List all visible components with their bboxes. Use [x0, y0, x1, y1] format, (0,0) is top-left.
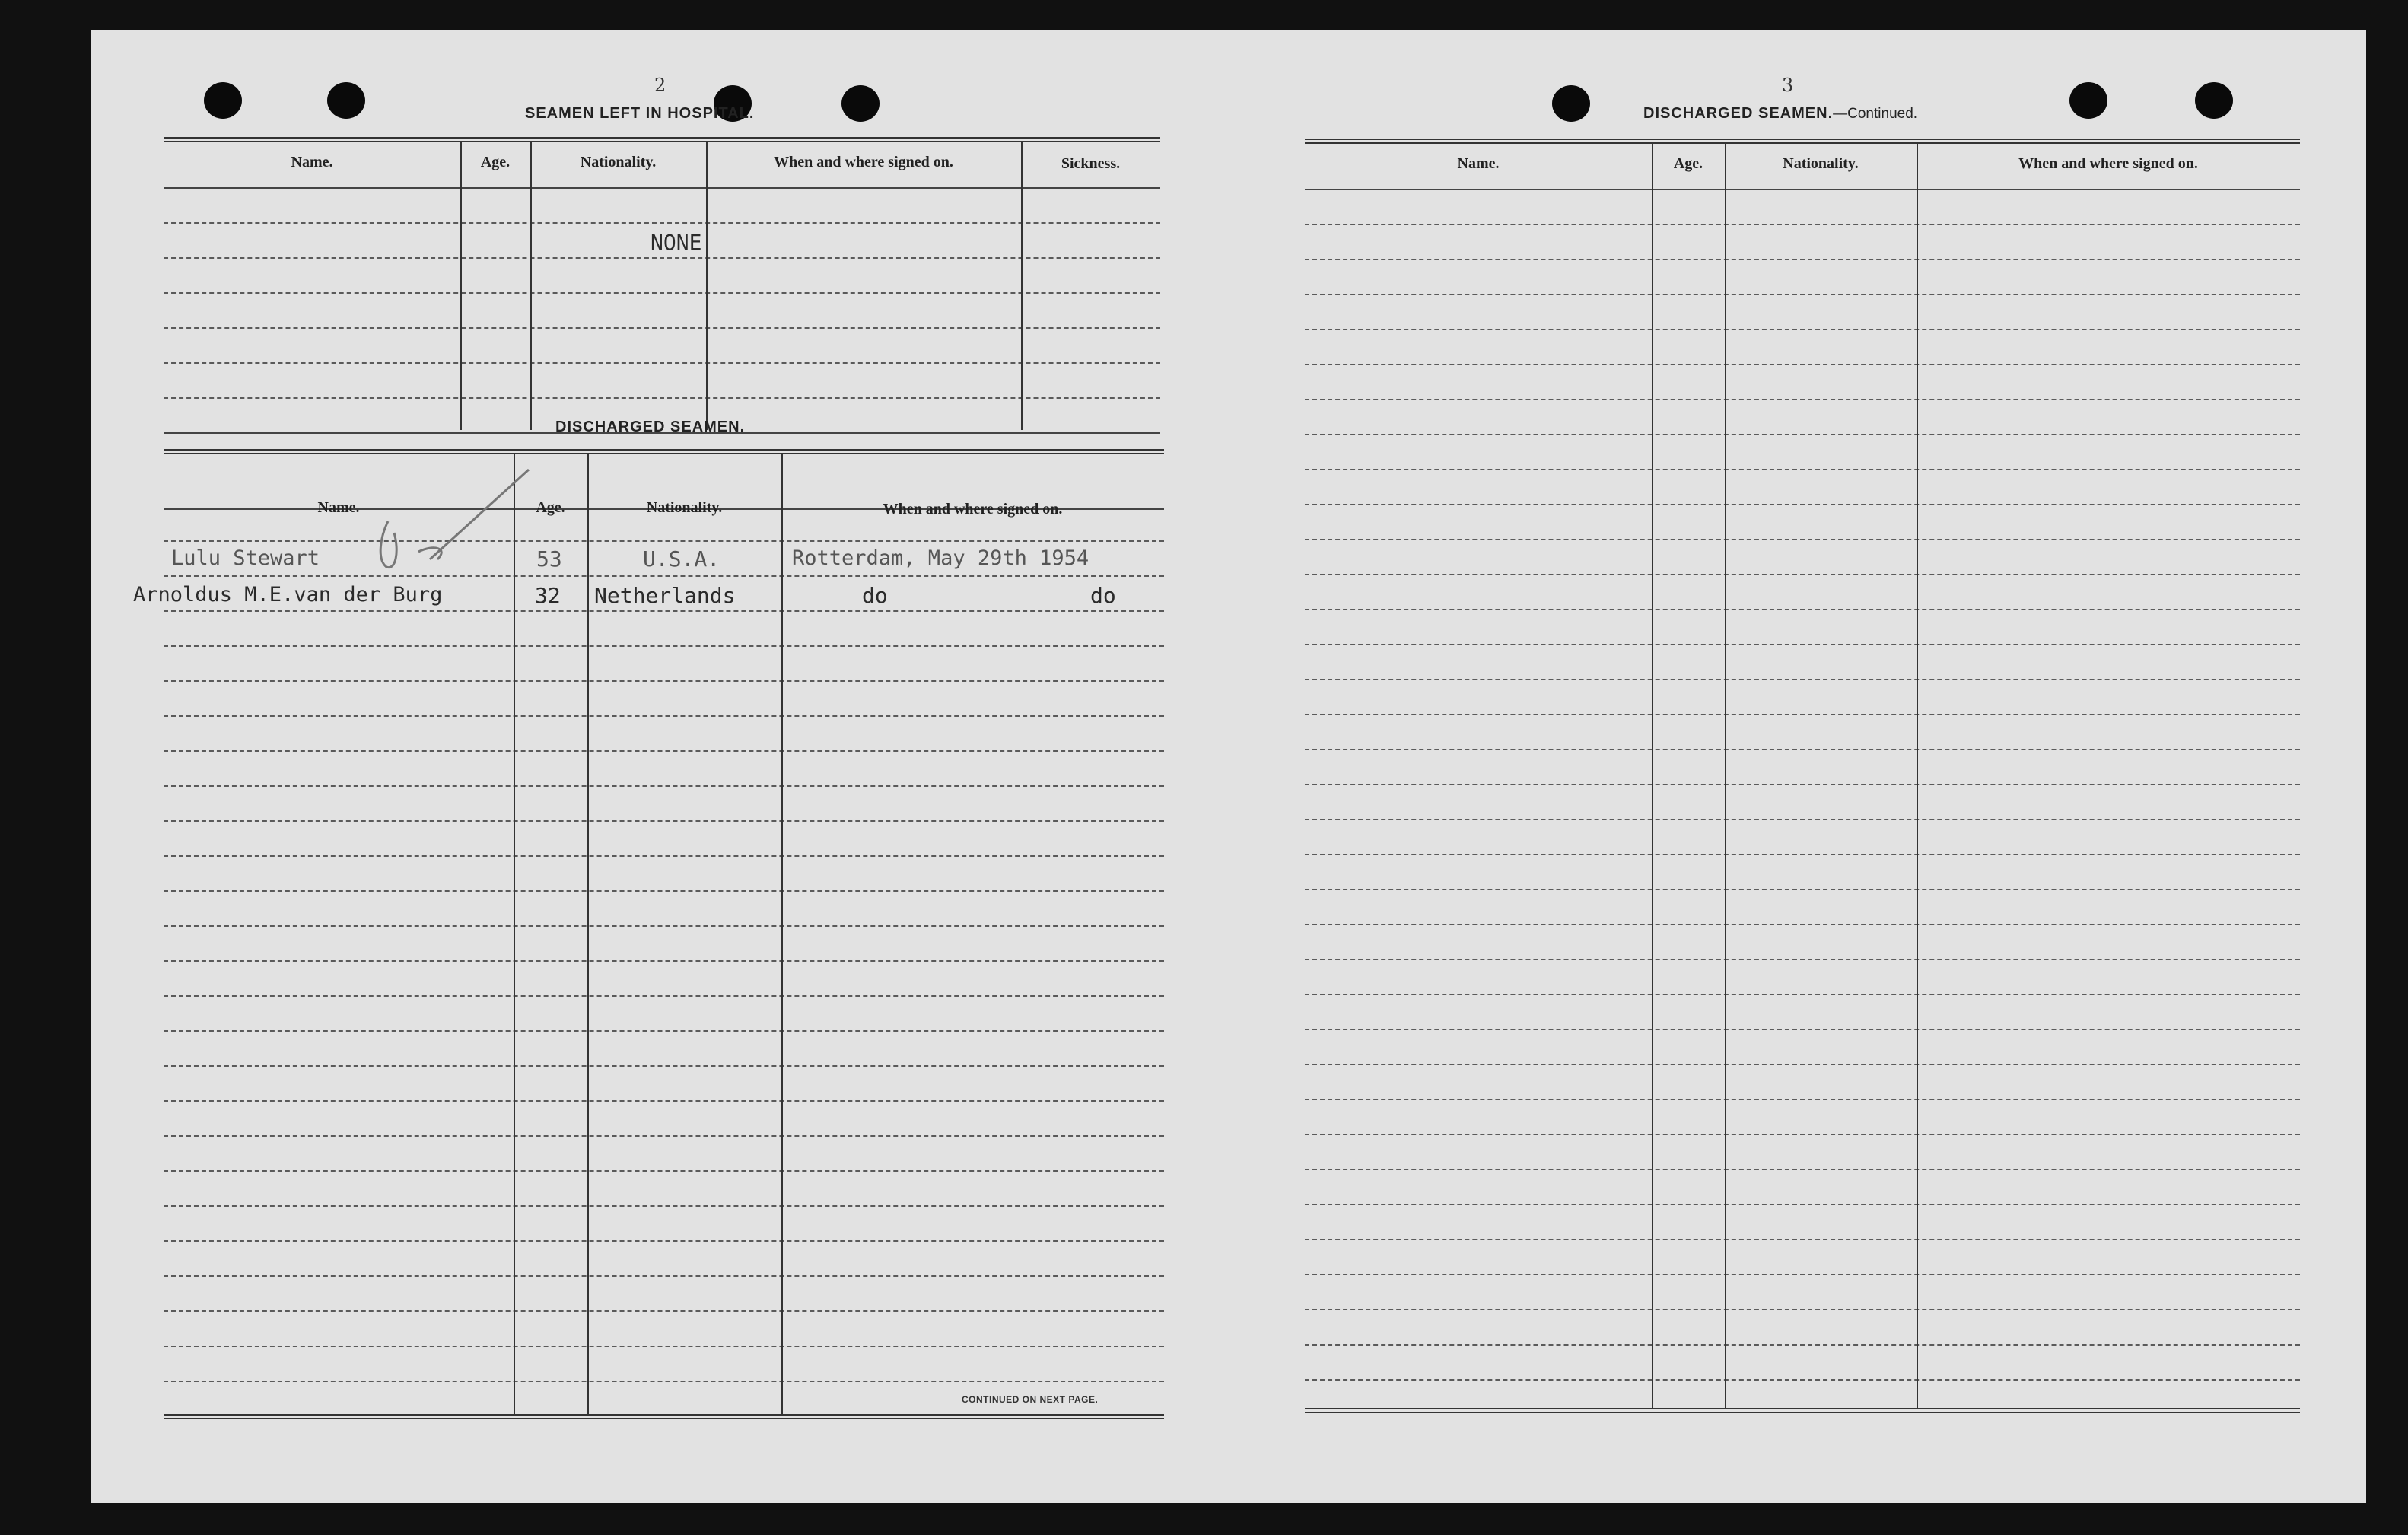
- column-header-name: Name.: [317, 499, 360, 516]
- punch-hole: [327, 82, 365, 119]
- column-header-nationality: Nationality.: [646, 499, 723, 516]
- column-header-name: Name.: [291, 154, 333, 170]
- column-header-signed-on: When and where signed on.: [883, 501, 1063, 518]
- page-number-right: 3: [1782, 75, 1794, 96]
- discharged-continued-title: [1643, 105, 1917, 123]
- hospital-table: [164, 137, 1160, 441]
- title-text: DISCHARGED SEAMEN.: [1643, 105, 1834, 122]
- title-continued: —Continued.: [1833, 106, 1918, 122]
- column-header-age: Age.: [1673, 155, 1703, 172]
- discharged-table-left: [133, 449, 1164, 1469]
- table-row-1-nationality: U.S.A.: [643, 546, 720, 572]
- column-header-signed-on: When and where signed on.: [774, 154, 953, 170]
- discharged-table-right: [1305, 139, 2300, 1417]
- punch-hole: [2195, 82, 2233, 119]
- punch-hole: [841, 85, 880, 122]
- table-row-2-signed-on: do: [862, 583, 888, 608]
- column-header-nationality: Nationality.: [580, 154, 657, 170]
- punch-hole: [204, 82, 242, 119]
- hospital-entry-none: NONE: [651, 230, 702, 255]
- table-row-1-signed-on: Rotterdam, May 29th 1954: [792, 546, 1089, 570]
- table-row-1-name: Lulu Stewart: [171, 546, 320, 570]
- column-header-age: Age.: [536, 499, 565, 516]
- column-header-nationality: Nationality.: [1783, 155, 1859, 172]
- discharged-section-title: DISCHARGED SEAMEN.: [555, 419, 746, 435]
- column-header-age: Age.: [480, 154, 511, 170]
- punch-hole: [2069, 82, 2107, 119]
- table-row-2-nationality: Netherlands: [594, 583, 736, 608]
- table-row-2-age: 32: [535, 583, 561, 608]
- table-row-2-name: Arnoldus M.E.van der Burg: [133, 583, 443, 607]
- table-row-2-signed-on-ditto: do: [1090, 583, 1116, 608]
- column-header-name: Name.: [1457, 155, 1500, 172]
- table-row-1-age: 53: [536, 546, 562, 572]
- continued-footer: CONTINUED ON NEXT PAGE.: [962, 1394, 1099, 1405]
- punch-hole: [1552, 85, 1590, 122]
- document-paper: [91, 30, 2366, 1503]
- handwritten-check-mark: [365, 460, 540, 590]
- column-header-sickness: Sickness.: [1061, 155, 1121, 172]
- column-header-signed-on: When and where signed on.: [2018, 155, 2198, 172]
- hospital-section-title: SEAMEN LEFT IN HOSPITAL.: [525, 105, 755, 122]
- page-number-left: 2: [654, 75, 666, 96]
